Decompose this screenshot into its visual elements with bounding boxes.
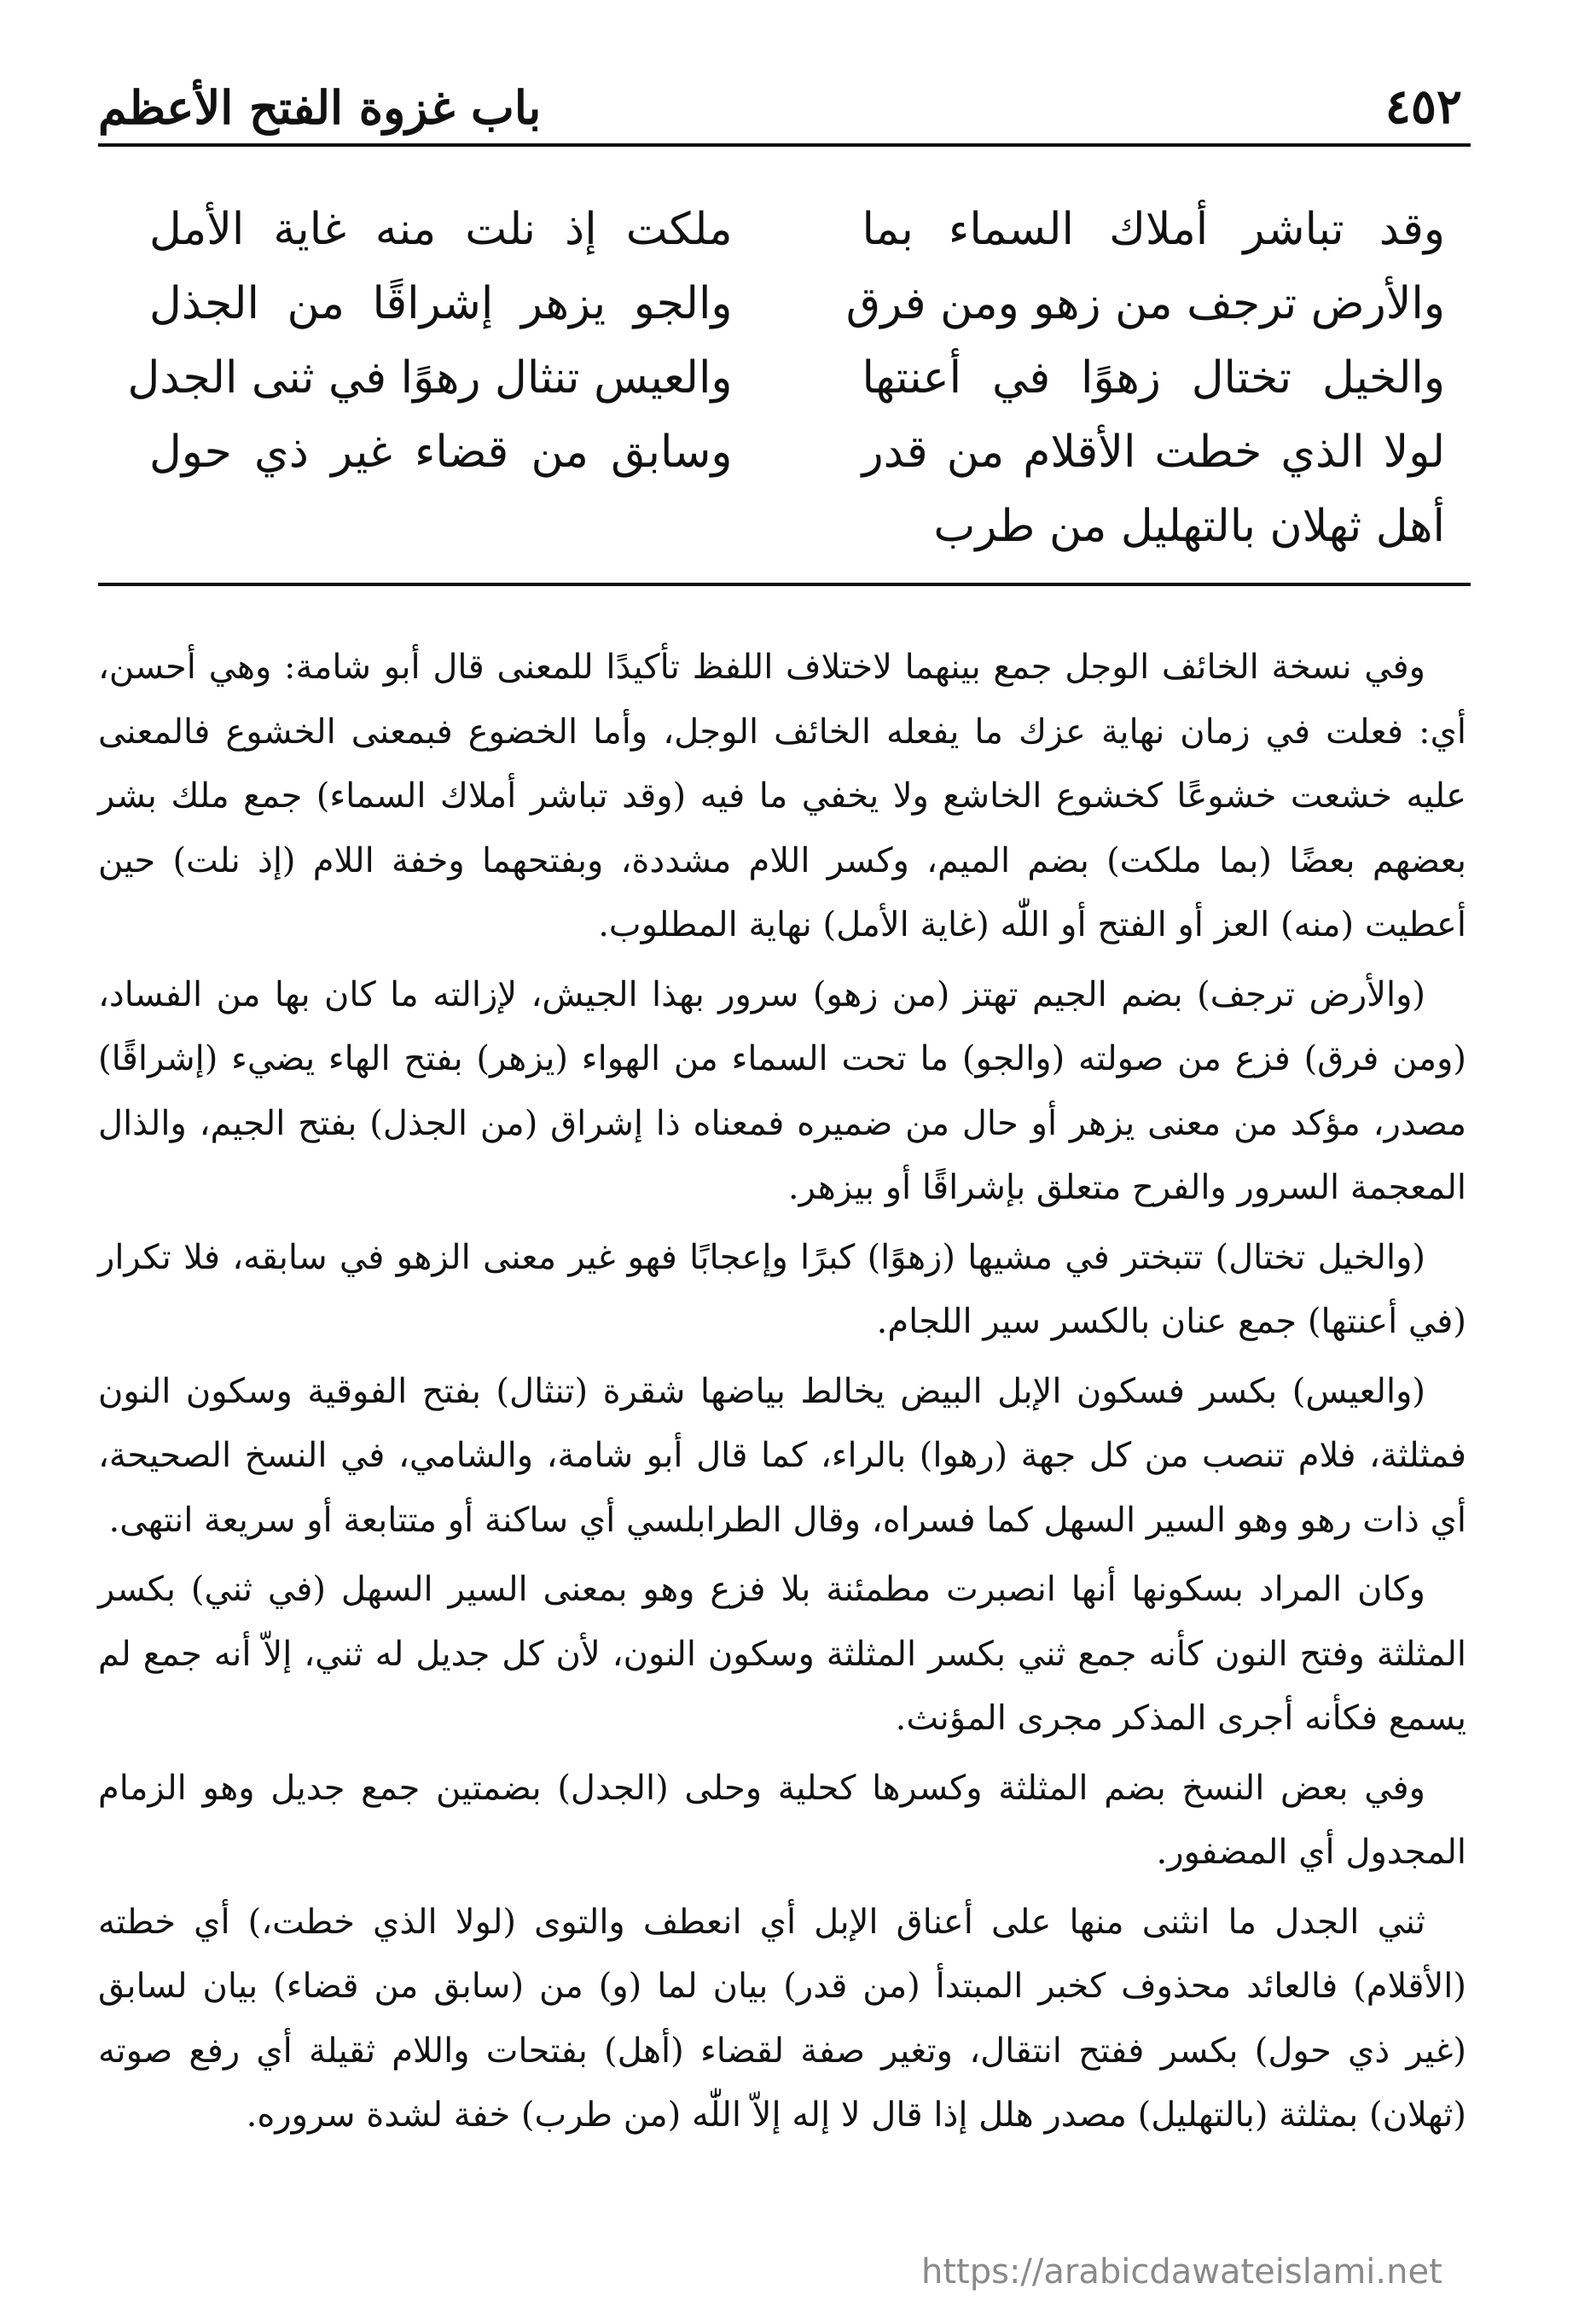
commentary-paragraph: (والعيس) بكسر فسكون الإبل البيض يخالط بياضها شقرة (تنثال) بفتح الفوقية وسكون النون فمثلثة، فلام تنصب من كل جهة (رهوا) بالراء، كما قال أبو شامة، والشامي، في النسخ الصحيحة، أي ذات رهو وهو السير السهل كما فسراه، وقال الطرابلسي أي ساكنة أو متتابعة أو سريعة انتهى. bbox=[98, 1371, 1466, 1540]
verse-second-hemistich: والجو يزهر إشراقًا من الجذل bbox=[149, 277, 733, 329]
running-title: باب غزوة الفتح الأعظم bbox=[98, 80, 542, 135]
poem-block bbox=[127, 192, 1445, 563]
commentary-paragraph: (والأرض ترجف) بضم الجيم تهتز (من زهو) سرور بهذا الجيش، لإزالته ما كان بها من الفساد، (ومن فرق) فزع من صولته (والجو) ما تحت السماء من الهواء (يزهر) بفتح الهاء يضيء (إشراقًا) مصدر، مؤكد من معنى يزهر أو حال من ضميره فمعناه ذا إشراق (من الجذل) بفتح الجيم، والذال المعجمة السرور والفرح متعلق بإشراقًا أو بيزهر. bbox=[98, 974, 1466, 1207]
verse-second-hemistich: ملكت إذ نلت منه غاية الأمل bbox=[149, 203, 733, 255]
verse bbox=[149, 489, 1445, 563]
verse-first-hemistich: والخيل تختال زهوًا في أعنتها bbox=[862, 352, 1445, 404]
verse bbox=[149, 266, 1445, 340]
source-watermark: https://arabicdawateislami.net bbox=[921, 2252, 1442, 2292]
commentary-paragraph: وفي نسخة الخائف الوجل جمع بينهما لاختلاف اللفظ تأكيدًا للمعنى قال أبو شامة: وهي أحسن، أي: فعلت في زمان نهاية عزك ما يفعله الخائف الوجل، وأما الخضوع فبمعنى الخشوع فالمعنى عليه خشعت خشوعًا كخشوع الخاشع ولا يخفي ما فيه (وقد تباشر أملاك السماء) جمع ملك بشر بعضهم بعضًا (بما ملكت) بضم الميم، وكسر اللام مشددة، وبفتحهما وخفة اللام (إذ نلت) حين أعطيت (منه) العز أو الفتح أو اللّٰه (غاية الأمل) نهاية المطلوب. bbox=[98, 648, 1466, 944]
page-header bbox=[98, 67, 1462, 135]
verse-first-hemistich: لولا الذي خطت الأقلام من قدر bbox=[862, 426, 1445, 478]
verse-first-hemistich: والأرض ترجف من زهو ومن فرق bbox=[845, 277, 1445, 329]
commentary-paragraph: وكان المراد بسكونها أنها انصبرت مطمئنة بلا فزع وهو بمعنى السير السهل (في ثني) بكسر المثلثة وفتح النون كأنه جمع ثني بكسر المثلثة وسكون النون، لأن كل جديل له ثني، إلاّ أنه جمع لم يسمع فكأنه أجرى المذكر مجرى المؤنث. bbox=[98, 1570, 1466, 1738]
poem-divider bbox=[98, 583, 1471, 586]
verse bbox=[149, 192, 1445, 266]
header-divider bbox=[98, 143, 1471, 147]
verse bbox=[127, 340, 1445, 415]
verse-first-hemistich: أهل ثهلان بالتهليل من طرب bbox=[933, 500, 1445, 552]
verse-second-hemistich: والعيس تنثال رهوًا في ثنى الجدل bbox=[127, 352, 733, 404]
verse-first-hemistich: وقد تباشر أملاك السماء بما bbox=[862, 203, 1445, 255]
page-number: ٤٥٢ bbox=[1384, 78, 1462, 135]
verse bbox=[149, 415, 1445, 489]
commentary-paragraph: وفي بعض النسخ بضم المثلثة وكسرها كحلية وحلى (الجدل) بضمتين جمع جديل وهو الزمام المجدول أي المضفور. bbox=[98, 1768, 1466, 1872]
verse-second-hemistich: وسابق من قضاء غير ذي حول bbox=[149, 426, 733, 478]
commentary-paragraph: ثني الجدل ما انثنى منها على أعناق الإبل أي انعطف والتوى (لولا الذي خطت،) أي خطته (الأقلام) فالعائد محذوف كخبر المبتدأ (من قدر) بيان لما (و) من (سابق من قضاء) بيان لسابق (غير ذي حول) بكسر ففتح انتقال، وتغير صفة لقضاء (أهل) بفتحات واللام ثقيلة أي رفع صوته (ثهلان) بمثلثة (بالتهليل) مصدر هلل إذا قال لا إله إلاّ اللّٰه (من طرب) خفة لشدة سروره. bbox=[98, 1902, 1467, 2135]
commentary-text bbox=[98, 636, 1466, 2153]
commentary-paragraph: (والخيل تختال) تتبختر في مشيها (زهوًا) كبرًا وإعجابًا فهو غير معنى الزهو في سابقه، فلا تكرار (في أعنتها) جمع عنان بالكسر سير اللجام. bbox=[98, 1237, 1466, 1341]
